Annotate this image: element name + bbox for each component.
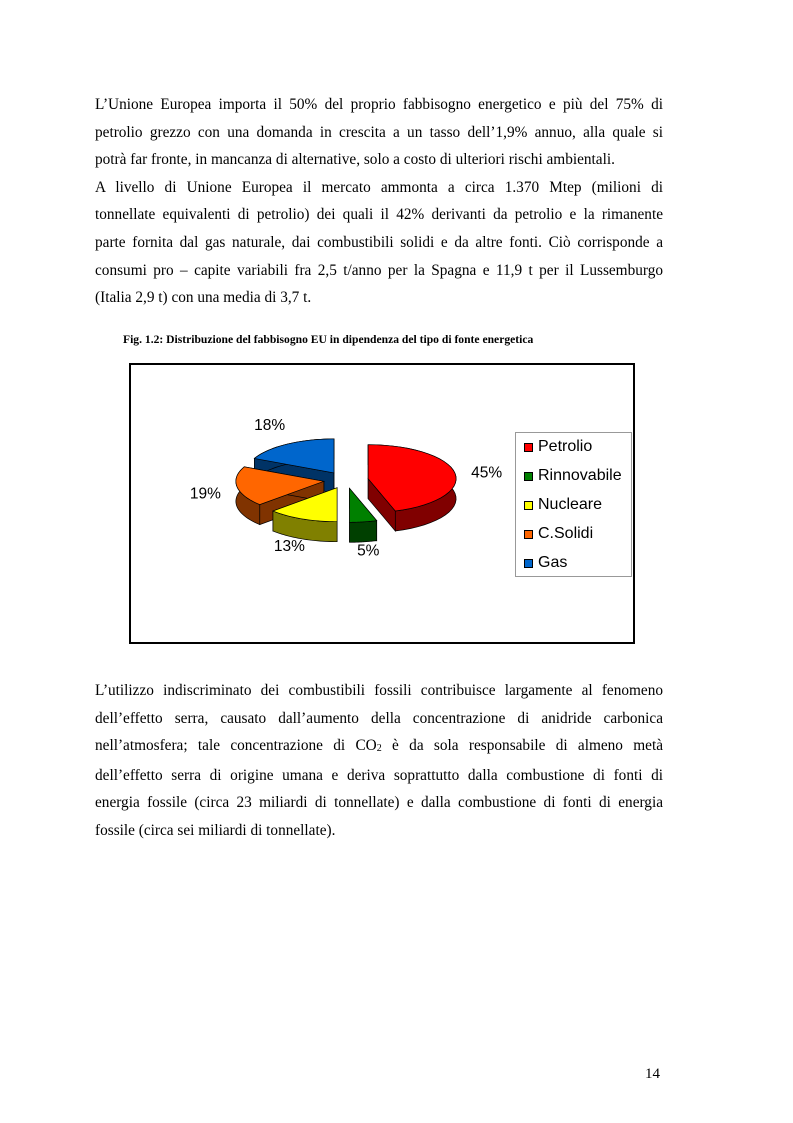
legend-item: [524, 523, 593, 545]
text-line: A livello di Unione Europea il mercato ammonta a circa 1.370 Mtep (milioni di: [95, 178, 663, 196]
pie-data-label: 13%: [273, 537, 305, 555]
text-line: parte fornita dal gas naturale, dai combustibili solidi e da altre fonti. Ciò corrisponde a: [95, 233, 663, 251]
paragraph-greenhouse: [95, 677, 663, 845]
legend-swatch: [524, 530, 533, 539]
pie-data-label: 18%: [254, 417, 286, 435]
text-line: nell’atmosfera; tale concentrazione di $CO_2$ è da sola responsabile di almeno metà: [95, 737, 664, 755]
legend-item: [524, 465, 622, 487]
legend-label: Nucleare: [538, 496, 603, 513]
text-line: fossile (circa sei miliardi di tonnellate).: [95, 821, 336, 839]
legend-item: [524, 436, 592, 458]
pie-data-label: 45%: [471, 464, 503, 482]
legend-swatch: [524, 501, 533, 510]
text-line: L’Unione Europea importa il 50% del proprio fabbisogno energetico e più del 75% di: [95, 96, 663, 113]
text-line: (Italia 2,9 t) con una media di 3,7 t.: [95, 289, 312, 307]
legend-label: Petrolio: [538, 438, 593, 455]
legend-item: [524, 494, 602, 516]
pie-chart-frame: [129, 363, 635, 644]
text-line: energia fossile (circa 23 miliardi di tonnellate) e dalla combustione di fonti di energia: [95, 794, 663, 812]
legend-label: C.Solidi: [538, 525, 594, 542]
text-line: petrolio grezzo con una domanda in crescita a un tasso dell’1,9% annuo, alla quale si: [95, 123, 663, 141]
text-line: potrà far fronte, in mancanza di alternative, solo a costo di ulteriori rischi ambientali.: [95, 151, 615, 169]
pie-data-label: 5%: [357, 542, 380, 560]
text-line: L’utilizzo indiscriminato dei combustibili fossili contribuisce largamente al fenomeno: [95, 682, 663, 699]
legend-item: [524, 552, 567, 574]
pie-slice-petrolio: [368, 445, 456, 531]
paragraph-intro: [95, 91, 663, 312]
text-line: dell’effetto serra di origine umana e deriva soprattutto dalla combustione di fonti di: [95, 766, 663, 784]
legend-label: Gas: [538, 554, 568, 571]
page-number: 14: [645, 1066, 660, 1082]
legend-swatch: [524, 472, 533, 481]
figure-caption: Fig. 1.2: Distribuzione del fabbisogno EU in dipendenza del tipo di fonte energetica: [123, 333, 534, 346]
text-line: tonnellate equivalenti di petrolio) dei quali il 42% derivanti da petrolio e la rimanente: [95, 206, 663, 224]
legend-label: Rinnovabile: [538, 467, 622, 484]
legend-swatch: [524, 559, 533, 568]
chart-legend: [515, 432, 632, 577]
legend-swatch: [524, 443, 533, 452]
text-line: dell’effetto serra, causato dall’aumento della concentrazione di anidride carbonica: [95, 709, 663, 727]
text-line: consumi pro – capite variabili fra 2,5 t/anno per la Spagna e 11,9 t per il Lussemburgo: [95, 261, 663, 279]
pie-data-label: 19%: [189, 485, 221, 503]
